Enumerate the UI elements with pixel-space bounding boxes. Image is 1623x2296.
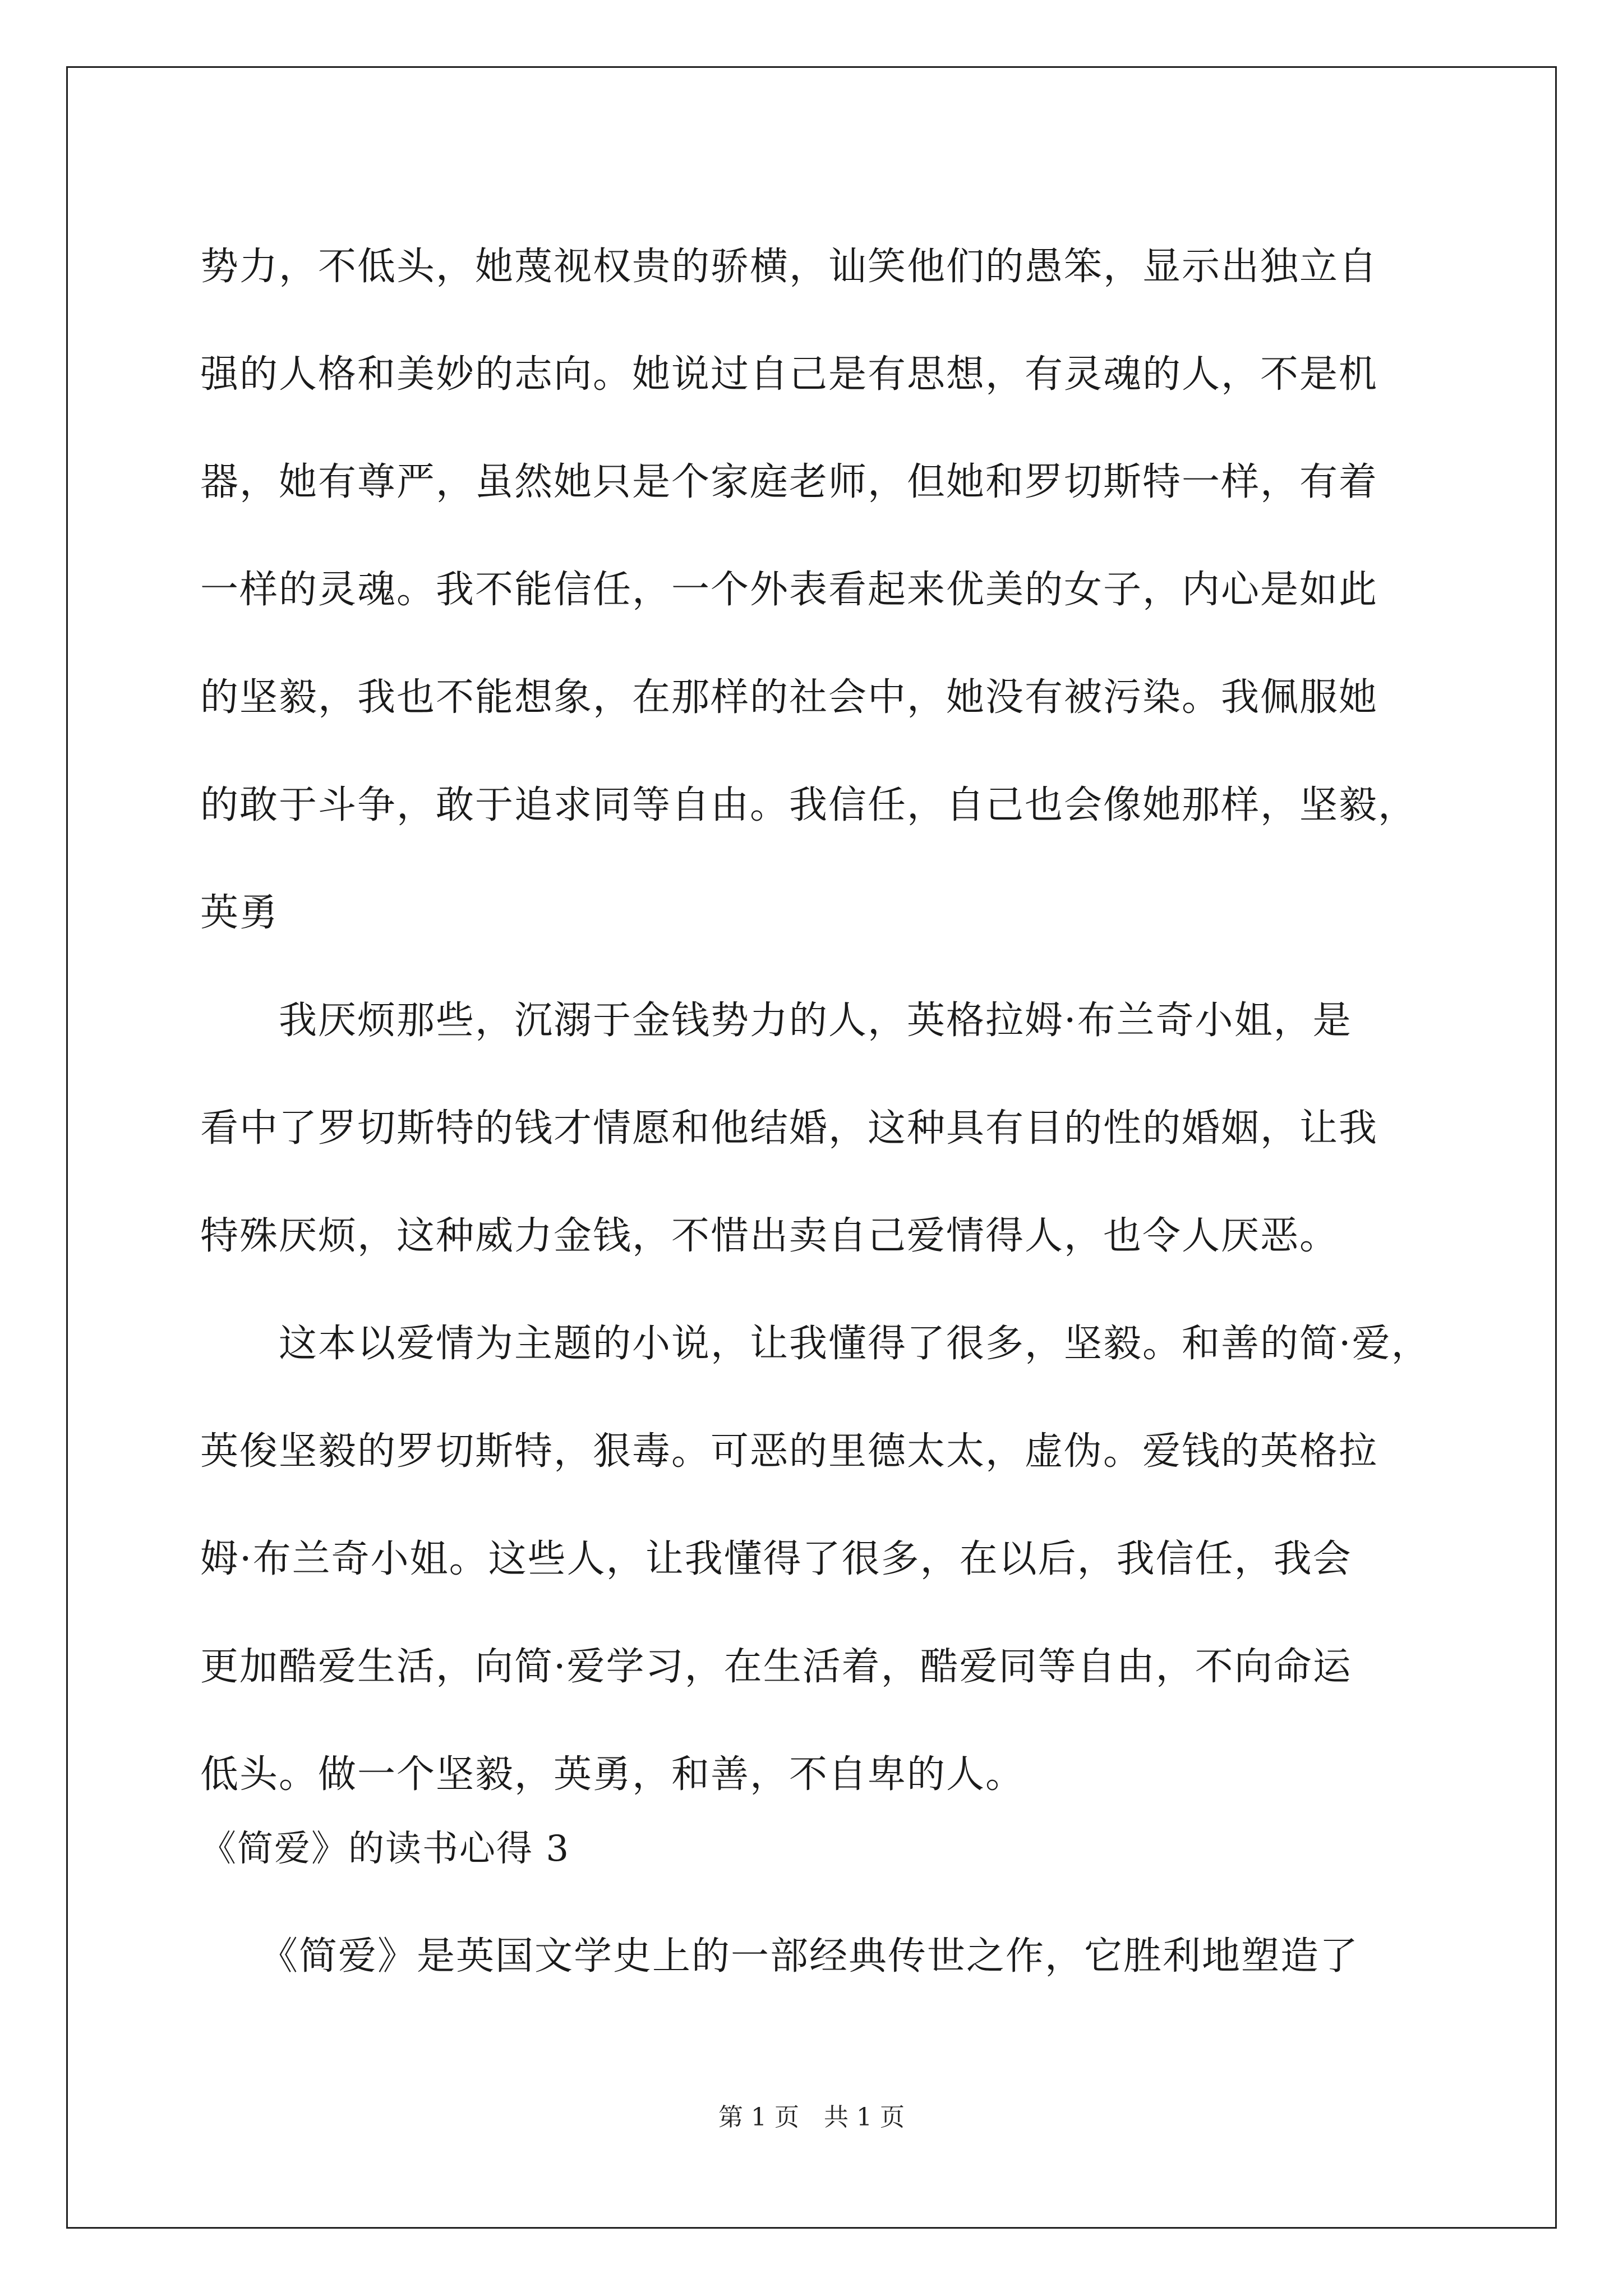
text-line: 特殊厌烦，这种威力金钱，不惜出卖自己爱情得人，也令人厌恶。 (200, 1214, 1339, 1258)
text-line: 的坚毅，我也不能想象，在那样的社会中，她没有被污染。我佩服她 (200, 675, 1378, 720)
text-line: 这本以爱情为主题的小说，让我懂得了很多，坚毅。和善的简·爱， (200, 1322, 1431, 1366)
text-line: 看中了罗切斯特的钱才情愿和他结婚，这种具有目的性的婚姻，让我 (200, 1106, 1378, 1151)
page-total: 共 1 页 (824, 2103, 905, 2132)
text-line: 强的人格和美妙的志向。她说过自己是有思想，有灵魂的人，不是机 (200, 352, 1378, 397)
text-line: 低头。做一个坚毅，英勇，和善，不自卑的人。 (200, 1752, 1025, 1797)
text-line: 的敢于斗争，敢于追求同等自由。我信任，自己也会像她那样，坚毅， (200, 783, 1418, 827)
text-line: 更加酷爱生活，向简·爱学习，在生活着，酷爱同等自由，不向命运 (200, 1645, 1352, 1689)
page-number: 第 1 页 (718, 2103, 799, 2132)
text-line: 一样的灵魂。我不能信任，一个外表看起来优美的女子，内心是如此 (200, 568, 1378, 612)
text-line: 我厌烦那些，沉溺于金钱势力的人，英格拉姆·布兰奇小姐，是 (200, 999, 1352, 1043)
text-line: 英勇 (200, 891, 279, 935)
page-footer (0, 2101, 1623, 2134)
text-line: 姆·布兰奇小姐。这些人，让我懂得了很多，在以后，我信任，我会 (200, 1537, 1352, 1581)
text-line: 《简爱》是英国文学史上的一部经典传世之作，它胜利地塑造了 (200, 1934, 1359, 1978)
section-heading: 《简爱》的读书心得 3 (200, 1828, 570, 1870)
text-line: 势力，不低头，她蔑视权贵的骄横，讪笑他们的愚笨，显示出独立自 (200, 245, 1378, 289)
text-line: 英俊坚毅的罗切斯特，狠毒。可恶的里德太太，虚伪。爱钱的英格拉 (200, 1429, 1378, 1474)
text-line: 器，她有尊严，虽然她只是个家庭老师，但她和罗切斯特一样，有着 (200, 460, 1378, 504)
document-body (200, 213, 1479, 1829)
